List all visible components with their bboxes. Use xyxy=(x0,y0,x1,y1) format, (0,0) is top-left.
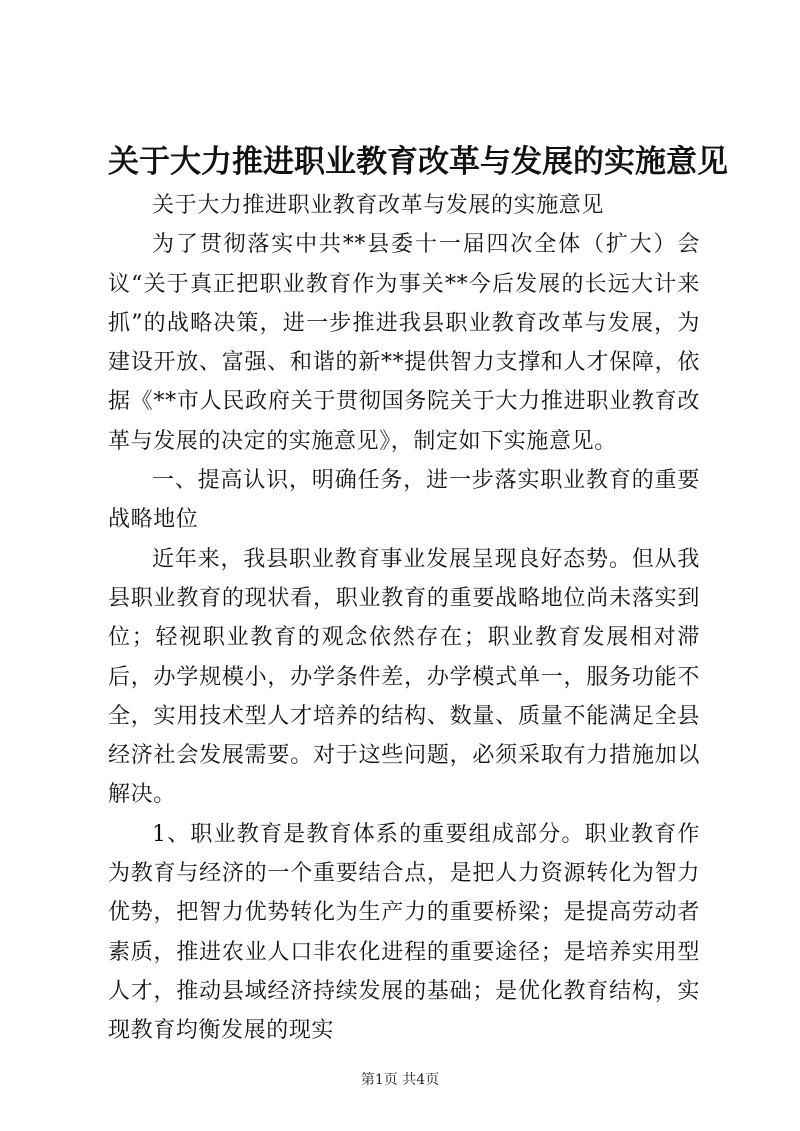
paragraph-subtitle: 关于大力推进职业教育改革与发展的实施意见 xyxy=(152,193,605,218)
paragraph-point-1: 1、职业教育是教育体系的重要组成部分。职业教育作为教育与经济的一个重要结合点，是把人力资源转化为智力优势，把智力优势转化为生产力的重要桥梁；是提高劳动者素质，推进农业人口非农化进程的重要途径；是培养实用型人才，推动县域经济持续发展的基础；是优化教育结构，实现教育均衡发展的现实 xyxy=(108,821,700,1044)
section-heading-1: 一、提高认识，明确任务，进一步落实职业教育的重要战略地位 xyxy=(108,468,700,533)
paragraph-intro: 为了贯彻落实中共**县委十一届四次全体（扩大）会议“关于真正把职业教育作为事关**今后发展的长远大计来抓”的战略决策，进一步推进我县职业教育改革与发展，为建设开放、富强、和谐的新**提供智力支撑和人才保障，依据《**市人民政府关于贯彻国务院关于大力推进职业教育改革与发展的决定的实施意见》，制定如下实施意见。 xyxy=(108,232,700,454)
document-body xyxy=(108,186,700,1051)
page-number-footer: 第1页 共4页 xyxy=(360,1072,440,1088)
paragraph-current-status: 近年来，我县职业教育事业发展呈现良好态势。但从我县职业教育的现状看，职业教育的重要战略地位尚未落实到位；轻视职业教育的观念依然存在；职业教育发展相对滞后，办学规模小，办学条件差，办学模式单一，服务功能不全，实用技术型人才培养的结构、数量、质量不能满足全县经济社会发展需要。对于这些问题，必须采取有力措施加以解决。 xyxy=(108,546,700,808)
document-title: 关于大力推进职业教育改革与发展的实施意见 xyxy=(108,144,728,180)
